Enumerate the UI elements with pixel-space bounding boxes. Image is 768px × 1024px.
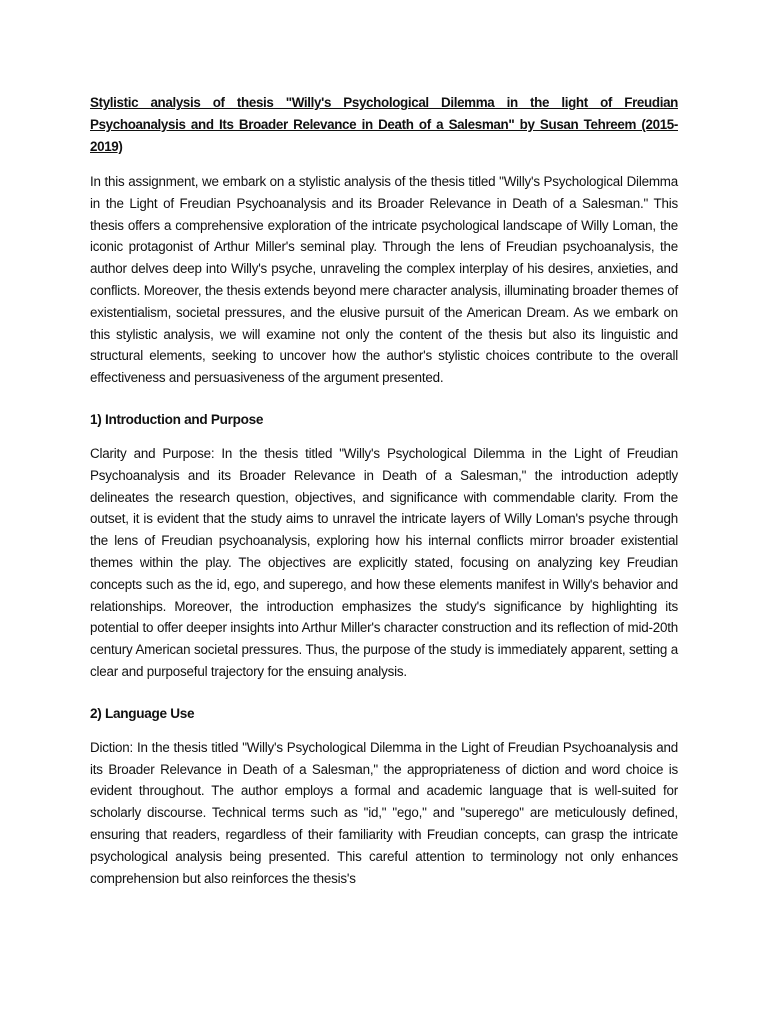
section-heading-introduction: 1) Introduction and Purpose [90, 411, 264, 427]
document-page [90, 92, 678, 902]
section-body-language-use: Diction: In the thesis titled "Willy's Psychological Dilemma in the Light of Freudian Psychoanalysis and its Broader Relevance in Death of a Salesman," the appropriateness of diction and word choice is evident throughout. The author employs a formal and academic language that is well-suited for scholarly discourse. Technical terms such as "id," "ego," and "superego" are meticulously defined, ensuring that readers, regardless of their familiarity with Freudian concepts, can grasp the intricate psychological analysis being presented. This careful attention to terminology not only enhances comprehension but also reinforces the thesis's [90, 739, 678, 886]
document-title: Stylistic analysis of thesis "Willy's Psychological Dilemma in the light of Freudian Psychoanalysis and Its Broader Relevance in Death of a Salesman" by Susan Tehreem (2015-2019) [90, 95, 678, 154]
section-heading-language-use: 2) Language Use [90, 705, 195, 721]
intro-paragraph: In this assignment, we embark on a stylistic analysis of the thesis titled "Willy's Psychological Dilemma in the Light of Freudian Psychoanalysis and its Broader Relevance in Death of a Salesman." This thesis offers a comprehensive exploration of the intricate psychological landscape of Willy Loman, the iconic protagonist of Arthur Miller's seminal play. Through the lens of Freudian psychoanalysis, the author delves deep into Willy's psyche, unraveling the complex interplay of his desires, anxieties, and conflicts. Moreover, the thesis extends beyond mere character analysis, illuminating broader themes of existentialism, societal pressures, and the elusive pursuit of the American Dream. As we embark on this stylistic analysis, we will examine not only the content of the thesis but also its linguistic and structural elements, seeking to uncover how the author's stylistic choices contribute to the overall effectiveness and persuasiveness of the argument presented. [90, 174, 678, 386]
section-body-introduction: Clarity and Purpose: In the thesis titled "Willy's Psychological Dilemma in the Light of Freudian Psychoanalysis and its Broader Relevance in Death of a Salesman," the introduction adeptly delineates the research question, objectives, and significance with commendable clarity. From the outset, it is evident that the study aims to unravel the intricate layers of Willy Loman's psyche through the lens of Freudian psychoanalysis, exploring how his internal conflicts mirror broader existential themes within the play. The objectives are explicitly stated, focusing on analyzing key Freudian concepts such as the id, ego, and superego, and how these elements manifest in Willy's behavior and relationships. Moreover, the introduction emphasizes the study's significance by highlighting its potential to offer deeper insights into Arthur Miller's character construction and its reflection of mid-20th century American societal pressures. Thus, the purpose of the study is immediately apparent, setting a clear and purposeful trajectory for the ensuing analysis. [90, 445, 678, 679]
